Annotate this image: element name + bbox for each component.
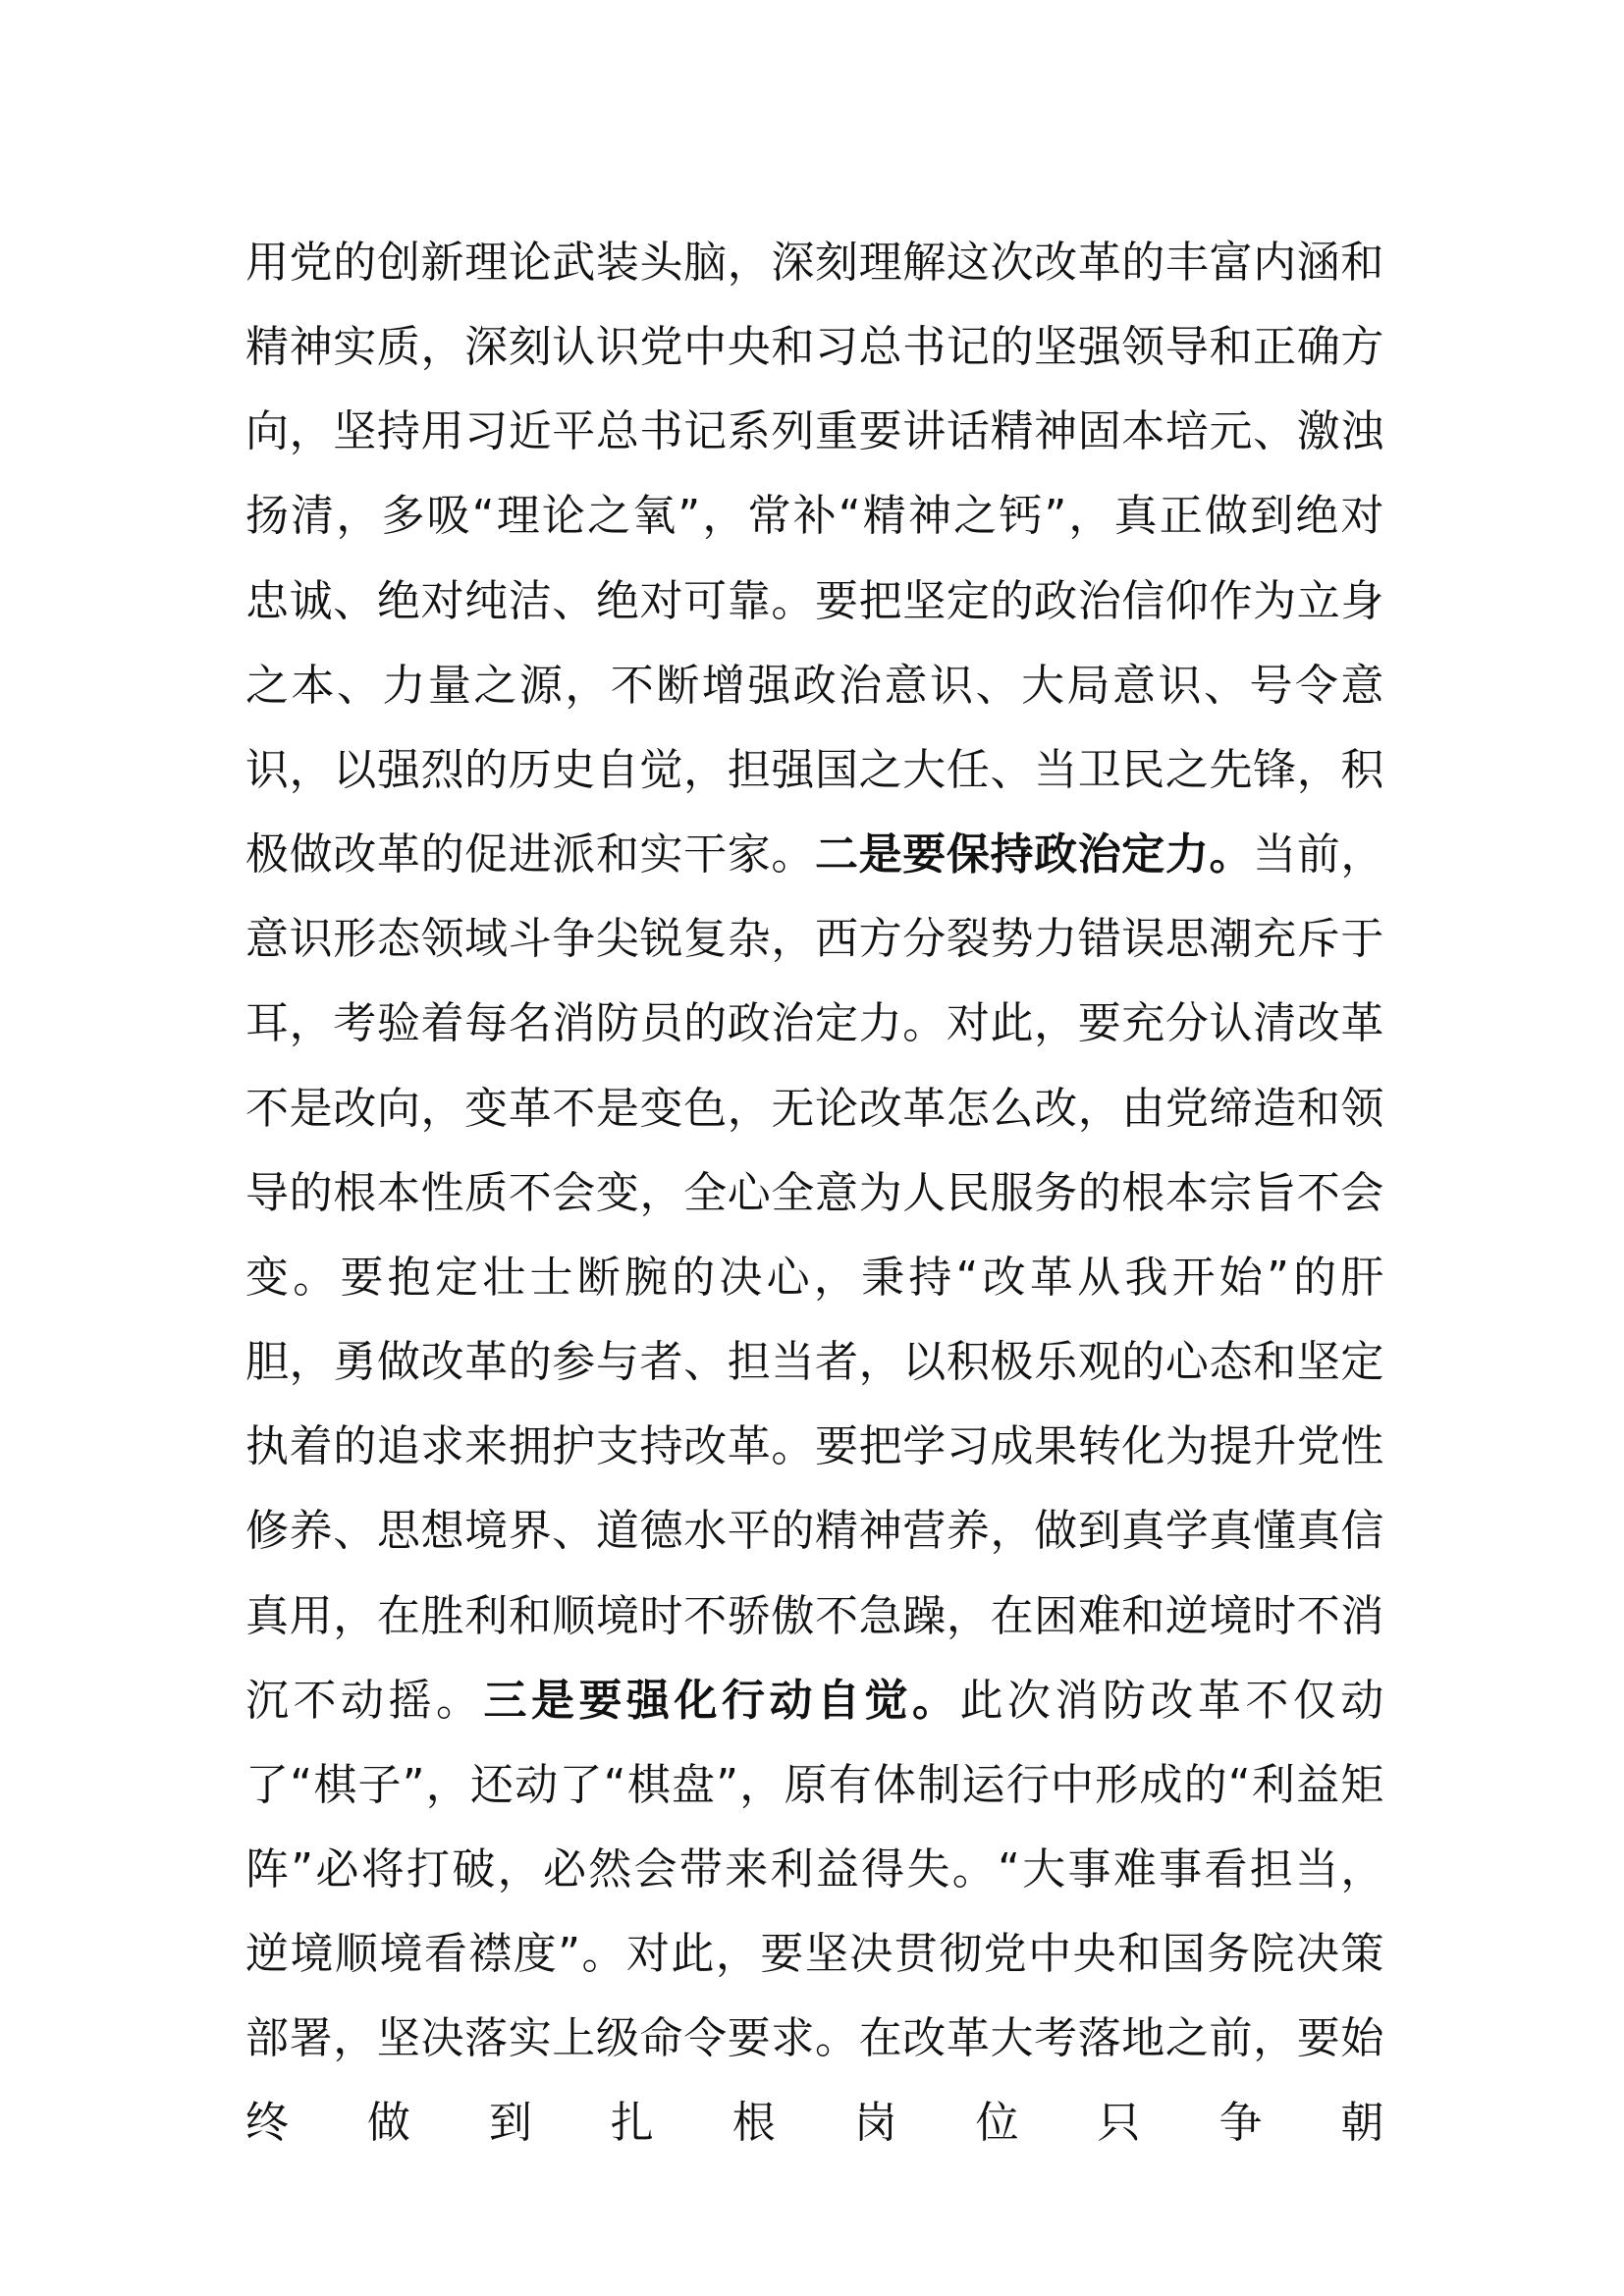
bold-heading-two: 二是要保持政治定力。 [815,829,1254,881]
body-paragraph [245,221,1384,2166]
paragraph-text-3: 此次消防改革不仅动了“棋子”，还动了“棋盘”，原有体制运行中形成的“利益矩阵”必将打破，必然会带来利益得失。“大事难事看担当，逆境顺境看襟度”。对此，要坚决贯彻党中央和国务院决策部署，坚决落实上级命令要求。在改革大考落地之前，要始终做到扎根岗位只争朝 [245,1675,1384,2149]
paragraph-text-2: 当前，意识形态领域斗争尖锐复杂，西方分裂势力错误思潮充斥于耳，考验着每名消防员的政治定力。对此，要充分认清改革不是改向，变革不是变色，无论改革怎么改，由党缔造和领导的根本性质不会变，全心全意为人民服务的根本宗旨不会变。要抱定壮士断腕的决心，秉持“改革从我开始”的肝胆，勇做改革的参与者、担当者，以积极乐观的心态和坚定执着的追求来拥护支持改革。要把学习成果转化为提升党性修养、思想境界、道德水平的精神营养，做到真学真懂真信真用，在胜利和顺境时不骄傲不急躁，在困难和逆境时不消沉不动摇。 [245,829,1384,1726]
bold-heading-three: 三是要强化行动自觉。 [483,1675,960,1726]
paragraph-text-1: 用党的创新理论武装头脑，深刻理解这次改革的丰富内涵和精神实质，深刻认识党中央和习总书记的坚强领导和正确方向，坚持用习近平总书记系列重要讲话精神固本培元、激浊扬清，多吸“理论之氧”，常补“精神之钙”，真正做到绝对忠诚、绝对纯洁、绝对可靠。要把坚定的政治信仰作为立身之本、力量之源，不断增强政治意识、大局意识、号令意识，以强烈的历史自觉，担强国之大任、当卫民之先锋，积极做改革的促进派和实干家。 [245,238,1384,881]
